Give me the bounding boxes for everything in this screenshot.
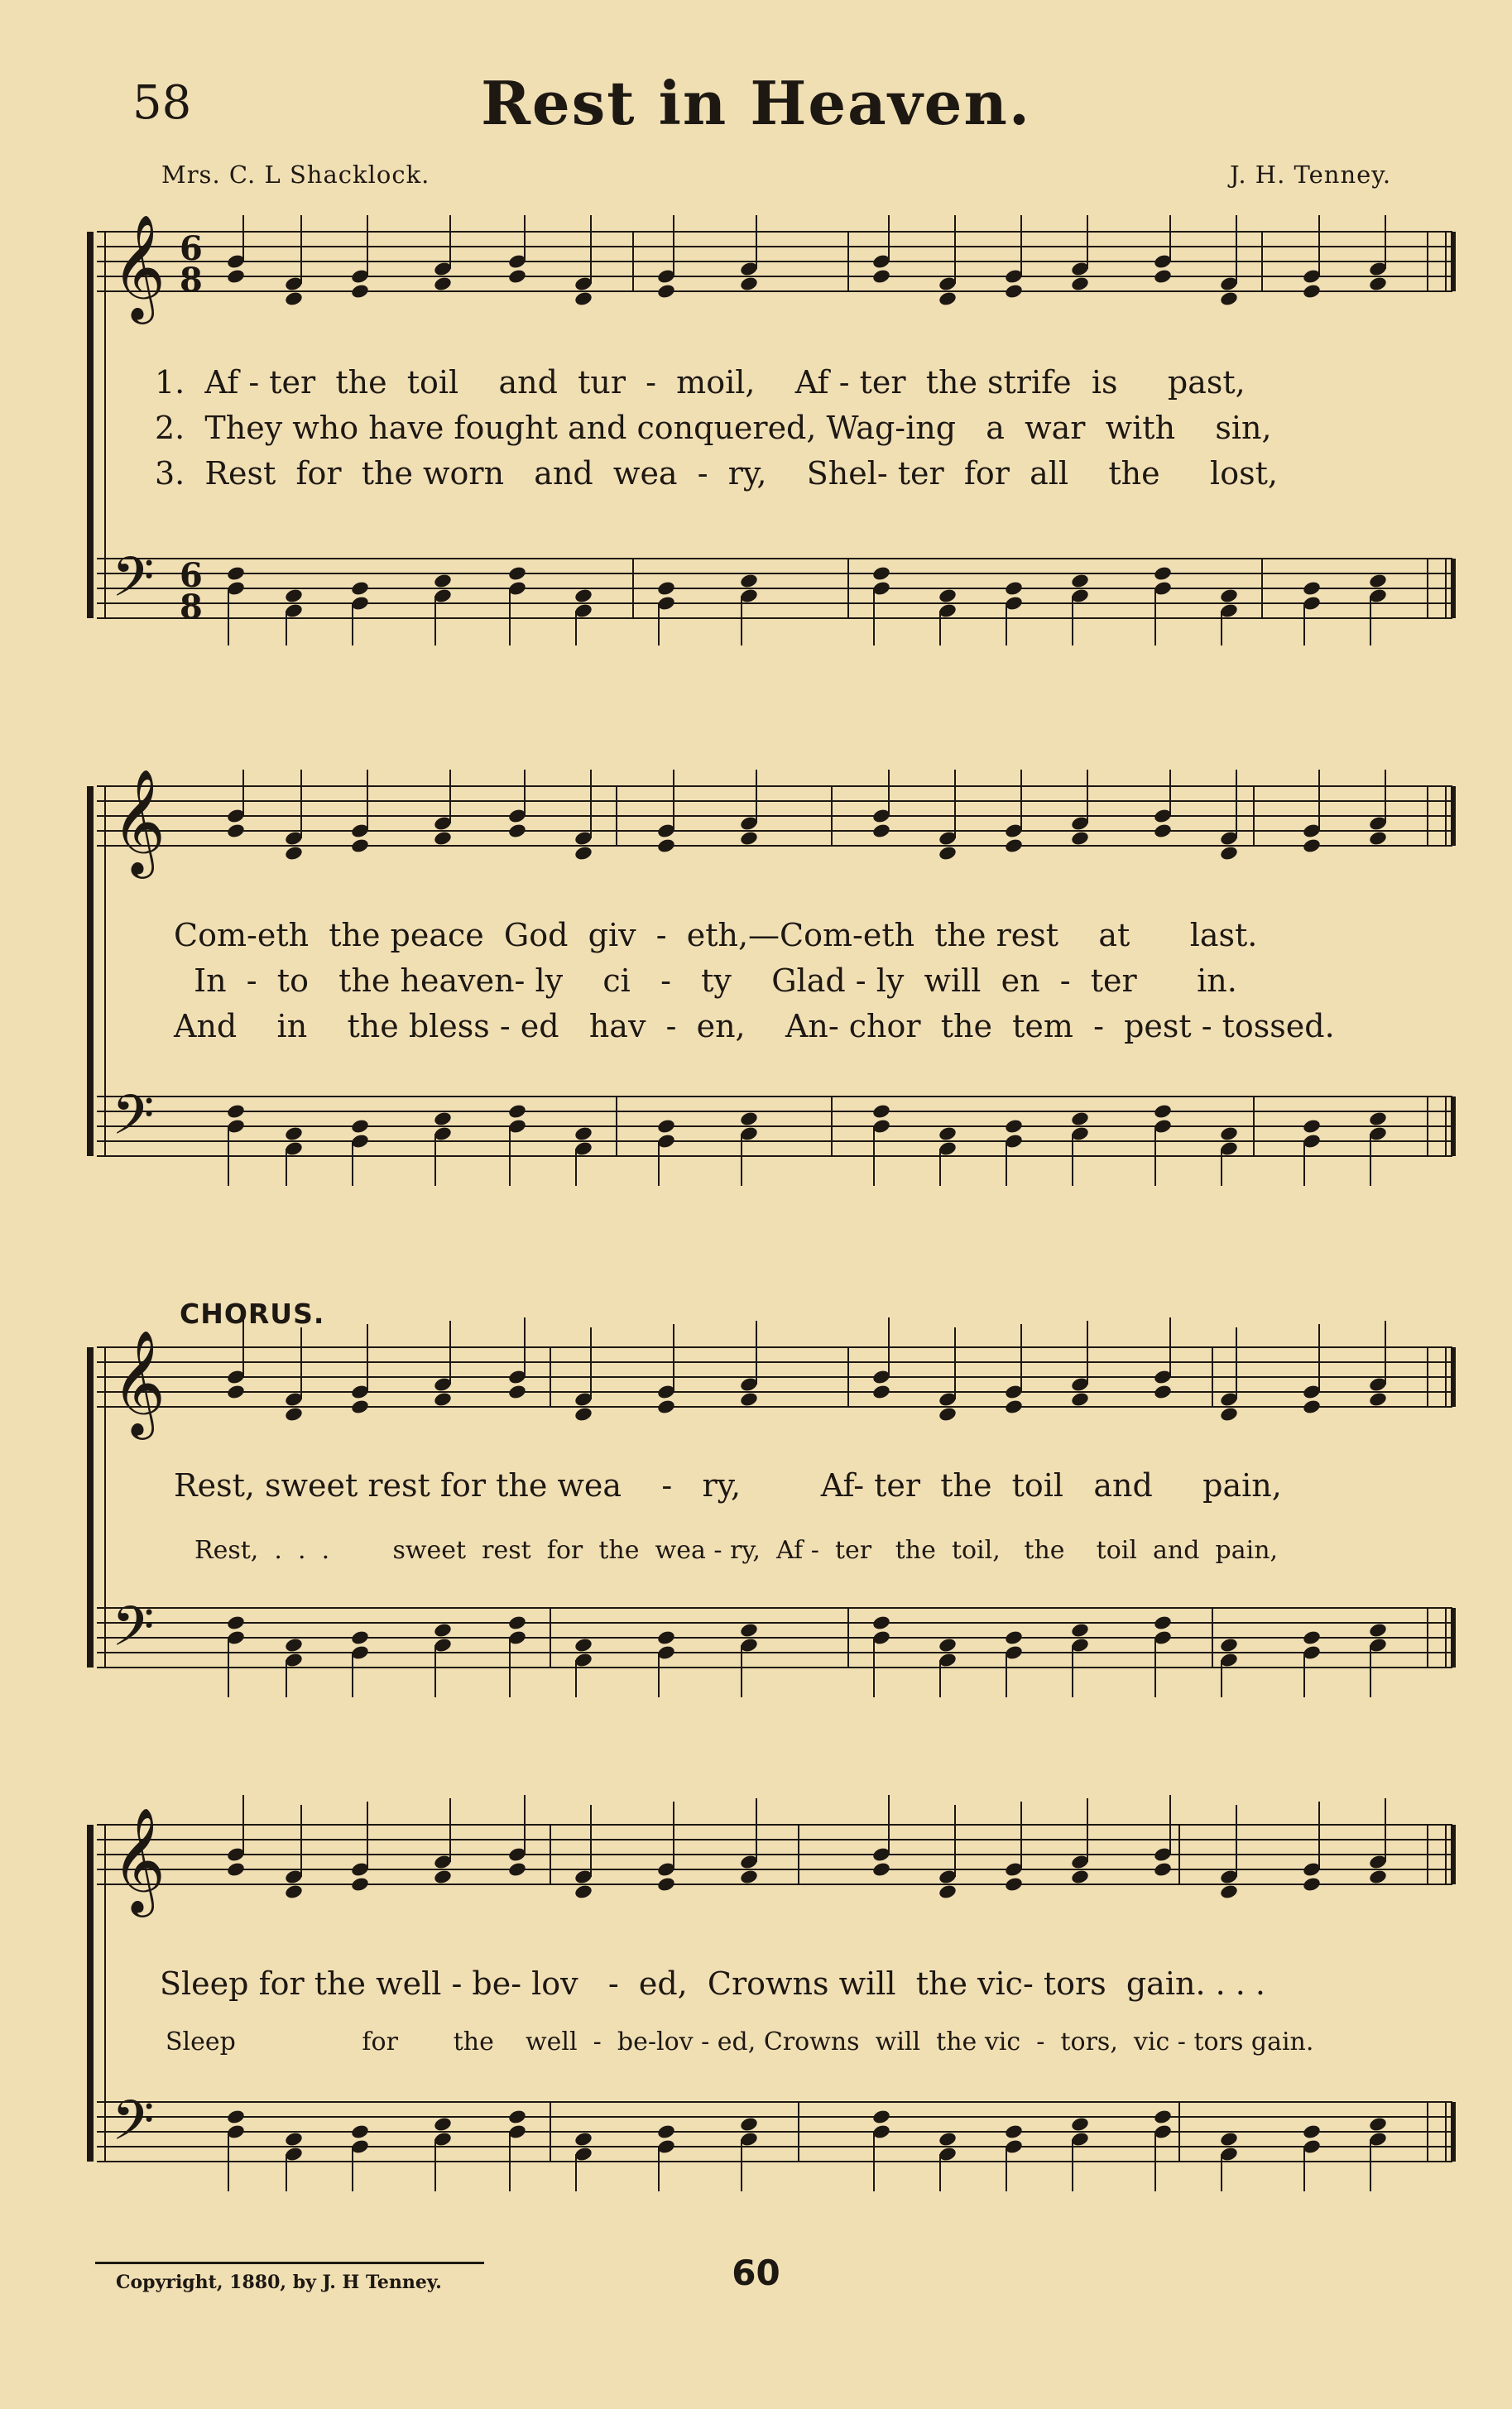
note-head bbox=[284, 1637, 304, 1653]
copyright-notice: Copyright, 1880, by J. H Tenney. bbox=[116, 2272, 442, 2293]
note-head bbox=[226, 823, 246, 839]
note-head bbox=[1368, 2116, 1388, 2133]
note-head bbox=[1004, 1118, 1024, 1135]
note-head bbox=[433, 2116, 453, 2133]
lyric-verse-3: 3. Rest for the worn and wea - ry, Shel- ter for all the lost, bbox=[155, 455, 1278, 492]
note-head bbox=[656, 580, 676, 597]
note-head bbox=[1219, 1884, 1239, 1900]
note-head bbox=[1368, 1869, 1388, 1885]
note-head bbox=[871, 1384, 891, 1400]
end-barline-thick bbox=[1451, 559, 1456, 618]
chorus-lyric-alto: Rest, . . . sweet rest for the wea - ry, Af - ter the toil, the toil and pain, bbox=[194, 1536, 1279, 1565]
note-head bbox=[1368, 573, 1388, 589]
note-head bbox=[574, 1884, 593, 1900]
note-head bbox=[507, 565, 527, 582]
note-head bbox=[350, 1629, 370, 1646]
note-head bbox=[1070, 830, 1090, 847]
end-barline-thick bbox=[1451, 2102, 1456, 2162]
note-head bbox=[871, 565, 891, 582]
staff-system-3 bbox=[87, 1298, 1461, 1711]
note-head bbox=[284, 290, 304, 307]
note-head bbox=[656, 837, 676, 854]
note-head bbox=[656, 1876, 676, 1893]
note-head bbox=[739, 573, 759, 589]
note-head bbox=[1070, 1111, 1090, 1127]
note-head bbox=[1219, 2131, 1239, 2147]
end-barline-thick bbox=[1451, 1825, 1456, 1884]
treble-clef-icon: 𝄞 bbox=[112, 215, 166, 319]
system-bracket bbox=[87, 786, 94, 1156]
note-head bbox=[1070, 276, 1090, 292]
note-head bbox=[938, 845, 958, 861]
lyric-verse-1: Com-eth the peace God giv - eth,—Com-eth the rest at last. bbox=[174, 917, 1258, 953]
note-head bbox=[1302, 837, 1322, 854]
note-head bbox=[1153, 1861, 1173, 1878]
note-head bbox=[350, 1399, 370, 1415]
note-head bbox=[739, 2116, 759, 2133]
lyric-verse-1: 1. Af - ter the toil and tur - moil, Af - ter the strife is past, bbox=[155, 364, 1246, 401]
end-barline-thick bbox=[1451, 1097, 1456, 1156]
note-head bbox=[1004, 837, 1024, 854]
note-head bbox=[1219, 1125, 1239, 1142]
note-head bbox=[1368, 830, 1388, 847]
note-head bbox=[656, 1629, 676, 1646]
note-head bbox=[284, 1125, 304, 1142]
note-head bbox=[938, 588, 958, 604]
note-head bbox=[574, 588, 593, 604]
note-head bbox=[1070, 1622, 1090, 1639]
note-head bbox=[1219, 845, 1239, 861]
note-head bbox=[1070, 1391, 1090, 1408]
note-head bbox=[1302, 580, 1322, 597]
note-head bbox=[574, 290, 593, 307]
time-signature-bottom: 8 bbox=[180, 261, 203, 300]
note-head bbox=[1004, 283, 1024, 300]
system-bracket bbox=[87, 1347, 94, 1668]
note-head bbox=[1302, 1876, 1322, 1893]
note-head bbox=[871, 823, 891, 839]
note-head bbox=[284, 1884, 304, 1900]
note-head bbox=[938, 1406, 958, 1423]
note-head bbox=[1302, 1399, 1322, 1415]
note-head bbox=[739, 1111, 759, 1127]
note-head bbox=[656, 2123, 676, 2140]
note-head bbox=[871, 2109, 891, 2125]
note-head bbox=[1368, 1622, 1388, 1639]
note-head bbox=[1004, 1399, 1024, 1415]
note-head bbox=[938, 290, 958, 307]
system-bracket bbox=[87, 1825, 94, 2162]
bottom-page-number: 60 bbox=[732, 2253, 780, 2293]
chorus-lyric: Sleep for the well - be- lov - ed, Crowns will the vic- tors gain. . . . bbox=[160, 1965, 1266, 2002]
note-head bbox=[656, 1399, 676, 1415]
note-head bbox=[226, 1384, 246, 1400]
note-head bbox=[226, 1861, 246, 1878]
note-head bbox=[284, 845, 304, 861]
note-head bbox=[1153, 823, 1173, 839]
note-head bbox=[574, 1125, 593, 1142]
page-number: 58 bbox=[132, 76, 192, 130]
system-bracket bbox=[87, 232, 94, 618]
note-head bbox=[1302, 1118, 1322, 1135]
note-head bbox=[284, 1406, 304, 1423]
note-head bbox=[433, 830, 453, 847]
note-head bbox=[433, 1869, 453, 1885]
note-head bbox=[1070, 573, 1090, 589]
lyric-verse-2: 2. They who have fought and conquered, Wag-ing a war with sin, bbox=[155, 410, 1272, 446]
note-head bbox=[1153, 1103, 1173, 1120]
note-head bbox=[350, 283, 370, 300]
chorus-lyric-alto: Sleep for the well - be-lov - ed, Crowns will the vic - tors, vic - tors gain. bbox=[166, 2027, 1314, 2056]
note-head bbox=[1153, 268, 1173, 285]
note-head bbox=[1153, 1384, 1173, 1400]
note-head bbox=[507, 1861, 527, 1878]
bass-clef-icon: 𝄢 bbox=[112, 545, 155, 622]
note-head bbox=[1302, 2123, 1322, 2140]
composer-credit: J. H. Tenney. bbox=[1230, 161, 1392, 189]
end-barline-thick bbox=[1451, 232, 1456, 291]
time-signature-top: 6 bbox=[180, 556, 203, 595]
note-head bbox=[433, 573, 453, 589]
note-head bbox=[739, 1869, 759, 1885]
music-system-4 bbox=[87, 1788, 1461, 2218]
note-head bbox=[1153, 2109, 1173, 2125]
time-signature-bottom: 8 bbox=[180, 588, 203, 626]
note-head bbox=[350, 580, 370, 597]
note-head bbox=[1153, 1615, 1173, 1631]
note-head bbox=[226, 1103, 246, 1120]
note-head bbox=[739, 276, 759, 292]
note-head bbox=[574, 845, 593, 861]
chorus-label: CHORUS. bbox=[180, 1298, 325, 1330]
note-head bbox=[1004, 580, 1024, 597]
note-head bbox=[1004, 1629, 1024, 1646]
note-head bbox=[284, 588, 304, 604]
note-head bbox=[871, 1615, 891, 1631]
author-credit: Mrs. C. L Shacklock. bbox=[161, 161, 430, 189]
music-system-1 bbox=[87, 215, 1461, 645]
treble-clef-icon: 𝄞 bbox=[112, 1807, 166, 1912]
lyric-verse-3: And in the bless - ed hav - en, An- chor the tem - pest - tossed. bbox=[174, 1008, 1335, 1044]
note-head bbox=[739, 1391, 759, 1408]
bass-clef-icon: 𝄢 bbox=[112, 1083, 155, 1160]
note-head bbox=[1302, 1629, 1322, 1646]
treble-clef-icon: 𝄞 bbox=[112, 770, 166, 874]
note-head bbox=[1368, 1111, 1388, 1127]
note-head bbox=[433, 1622, 453, 1639]
note-head bbox=[507, 1103, 527, 1120]
note-head bbox=[1302, 283, 1322, 300]
note-head bbox=[1219, 588, 1239, 604]
note-head bbox=[1368, 1391, 1388, 1408]
end-barline-thick bbox=[1451, 786, 1456, 846]
music-system-3 bbox=[87, 1298, 1461, 1711]
note-head bbox=[1153, 565, 1173, 582]
note-head bbox=[1004, 1876, 1024, 1893]
lyric-verse-2: In - to the heaven- ly ci - ty Glad - ly will en - ter in. bbox=[174, 962, 1237, 999]
note-head bbox=[226, 1615, 246, 1631]
note-head bbox=[574, 2131, 593, 2147]
time-signature-top: 6 bbox=[180, 229, 203, 268]
note-head bbox=[574, 1406, 593, 1423]
note-head bbox=[938, 1125, 958, 1142]
note-head bbox=[938, 1884, 958, 1900]
note-head bbox=[507, 2109, 527, 2125]
chorus-lyric: Rest, sweet rest for the wea - ry, Af- ter the toil and pain, bbox=[174, 1467, 1282, 1504]
note-head bbox=[284, 2131, 304, 2147]
note-head bbox=[1219, 1406, 1239, 1423]
note-head bbox=[507, 823, 527, 839]
note-head bbox=[226, 268, 246, 285]
note-head bbox=[1070, 2116, 1090, 2133]
bass-clef-icon: 𝄢 bbox=[112, 2089, 155, 2166]
end-barline-thick bbox=[1451, 1608, 1456, 1668]
note-head bbox=[507, 268, 527, 285]
note-head bbox=[350, 2123, 370, 2140]
note-head bbox=[656, 1118, 676, 1135]
note-head bbox=[226, 565, 246, 582]
note-head bbox=[938, 2131, 958, 2147]
note-head bbox=[739, 1622, 759, 1639]
note-head bbox=[574, 1637, 593, 1653]
note-head bbox=[507, 1615, 527, 1631]
note-head bbox=[871, 1861, 891, 1878]
note-head bbox=[938, 1637, 958, 1653]
note-head bbox=[739, 830, 759, 847]
note-head bbox=[350, 837, 370, 854]
treble-clef-icon: 𝄞 bbox=[112, 1329, 166, 1435]
note-head bbox=[1219, 1637, 1239, 1653]
bass-clef-icon: 𝄢 bbox=[112, 1595, 155, 1672]
note-head bbox=[1004, 2123, 1024, 2140]
note-head bbox=[1368, 276, 1388, 292]
note-head bbox=[350, 1118, 370, 1135]
note-head bbox=[1219, 290, 1239, 307]
staff-system-4 bbox=[87, 1788, 1461, 2218]
note-head bbox=[507, 1384, 527, 1400]
end-barline-thick bbox=[1451, 1347, 1456, 1407]
hymn-title: Rest in Heaven. bbox=[481, 68, 1031, 138]
note-head bbox=[433, 276, 453, 292]
note-head bbox=[433, 1391, 453, 1408]
note-head bbox=[350, 1876, 370, 1893]
note-head bbox=[1070, 1869, 1090, 1885]
note-head bbox=[871, 1103, 891, 1120]
note-head bbox=[433, 1111, 453, 1127]
note-head bbox=[871, 268, 891, 285]
note-head bbox=[656, 283, 676, 300]
music-system-2 bbox=[87, 770, 1461, 1200]
note-head bbox=[226, 2109, 246, 2125]
